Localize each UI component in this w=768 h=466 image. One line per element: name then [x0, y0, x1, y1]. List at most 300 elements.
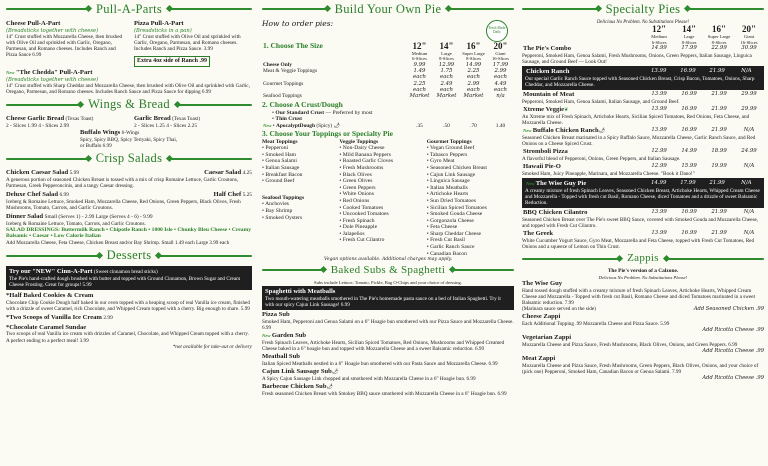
sub-header — [262, 383, 514, 391]
pie-name-cell — [522, 45, 644, 53]
deluxe-chef-salad: Deluxe Chef Salad 6.99 Half Chef 5.25 — [6, 190, 252, 198]
chedda-pull-a-part: New "The Chedda" Pull-A-Part (Breadsticks together with cheese) 14" Crust stuffed with Sharp Cheddar and Mozzarella Cheese, then brushed with Olive Oil and sprinkled with Garlic, Oregano, Parmesan, and Romano cheeses. Includes Ranch Sauce and Pizza Sauce for dipping 6.99 — [6, 69, 250, 96]
topping-item — [339, 178, 422, 185]
topping-label: Cooked Tomatoes — [342, 204, 384, 211]
sub-name: Garden Sub — [271, 332, 307, 340]
bullet-icon: • — [339, 197, 343, 204]
chili-pepper-icon: 🌶 — [598, 129, 606, 135]
pie-price: 13.99 — [651, 127, 667, 134]
subs-list — [262, 311, 514, 397]
sub-header — [262, 332, 514, 340]
bullet-icon: • — [339, 211, 343, 218]
pie-price: 29.99 — [741, 91, 757, 98]
specialty-pie — [522, 91, 764, 105]
pie-desc: Seasoned Chicken Breast over The Pie's sweet BBQ Sauce, covered with Smoked Gouda and Mozzarella Cheese, and topped with Fresh Cut Cilantro. — [522, 217, 759, 230]
topping-item — [339, 224, 422, 231]
topping-item — [427, 224, 514, 231]
bullet-icon: • — [426, 217, 431, 224]
bullet-icon: • — [339, 204, 343, 211]
two-scoops: *Two Scoops of Vanilla Ice Cream 2.99 — [6, 313, 113, 321]
fresh-badge-icon: Fresh Made Daily — [486, 20, 508, 42]
topping-item — [339, 191, 422, 198]
topping-item — [427, 205, 514, 212]
topping-label: Fresh Spinach — [342, 217, 375, 224]
pie-price-row — [522, 163, 764, 171]
bullet-icon: • — [262, 201, 266, 208]
bullet-icon: • — [339, 171, 343, 178]
specialty-pie — [522, 163, 764, 177]
topping-item — [262, 145, 335, 152]
zappi-name: The Wise Guy — [522, 280, 563, 288]
pie-price: 18.99 — [711, 148, 727, 155]
caramel-sundae: *Chocolate Caramel Sundae Two scoops of real Vanilla ice cream with drizzles of Caramel, Chocolate, and Whipped Cream topped with a cherry. A perfect ending to a perfect meal! 3.99 *not available for take-out or delivery — [6, 323, 252, 350]
bullet-icon: • — [426, 178, 431, 185]
pie-price: 12.99 — [651, 148, 667, 155]
pie-desc: Seasoned Chicken Breast marinated in a Spicy Buffalo Sauce, Mozzarella Cheese, Garlic Ranch Sauce, and Red Onions on a Cheese Spiced Crust. — [522, 135, 756, 148]
zappi-name: Vegetarian Zappi — [522, 334, 572, 342]
breads — [6, 115, 252, 129]
pie-price: 16.99 — [681, 106, 697, 113]
bullet-icon: • — [262, 145, 266, 152]
bullet-icon: • — [339, 230, 343, 237]
bullet-icon: • — [426, 184, 431, 191]
pie-price: 30.99 — [741, 45, 757, 52]
topping-label: Sun Dried Tomatoes — [430, 197, 476, 204]
topping-label: Sharp Cheddar Cheese — [430, 230, 482, 237]
pizza-pull-a-part: Pizza Pull-A-Part (Breadsticks in a pan) 14" Crust stuffed with Olive Oil and sprinkled with Garlic, Oregano, Parmesan, and Romano cheeses. Includes Ranch and Pizza Sauce. 3.99 Extra 4oz side of Ranch .99 — [134, 20, 252, 67]
topping-item — [339, 165, 422, 172]
zappi-extras — [522, 375, 764, 381]
step-3: 3. Choose Your Toppings or Specialty Pie — [262, 128, 393, 138]
pie-price: 15.99 — [681, 163, 697, 170]
pie-price: 17.99 — [681, 45, 697, 52]
pie-price: N/A — [741, 180, 752, 187]
zappi-extras — [522, 306, 764, 312]
pie-price: 13.99 — [651, 230, 667, 237]
pie-name: The Wise Guy Pie — [535, 180, 587, 188]
topping-label: Roasted Garlic Cloves — [342, 158, 394, 165]
zappi-item — [522, 280, 764, 312]
topping-label: Garlic Ranch Sauce — [430, 244, 475, 251]
topping-item — [339, 231, 422, 238]
pie-name: The Greek — [523, 230, 554, 238]
topping-item — [262, 165, 335, 172]
pie-price-row — [522, 230, 764, 238]
pie-price: 13.99 — [651, 106, 667, 113]
pie-desc: A flavorful blend of Pepperoni, Onions, Green Peppers, and Italian Sausage. — [522, 156, 681, 163]
bullet-icon: • — [426, 224, 431, 231]
topping-label: Green Olives — [342, 178, 373, 185]
pie-price-row — [522, 45, 764, 53]
bullet-icon: • — [426, 158, 431, 165]
topping-label: Feta Cheese — [430, 224, 458, 231]
chili-pepper-icon: 🌶 — [326, 385, 333, 390]
bullet-icon: • — [426, 237, 431, 244]
specialty-pie — [522, 45, 764, 65]
price-row: Meat & Veggie Toppings 1.49 each 1.75 each 2.25 each 2.99 each — [263, 67, 507, 81]
sub-item — [262, 368, 514, 382]
topping-label: Red Onions — [342, 197, 370, 204]
topping-label: Tabasco Peppers — [429, 151, 468, 158]
topping-label: Smoked Ham — [265, 151, 296, 158]
bullet-icon: • — [339, 191, 343, 198]
pull-a-parts-header — [6, 2, 252, 17]
pie-name-cell — [522, 209, 644, 217]
topping-item — [427, 178, 514, 185]
topping-item — [262, 215, 335, 222]
pie-desc: White Cucumber Yogurt Sauce, Gyro Meat, Mozzarella and Feta Cheese, topped with Fresh Cut Tomatoes, Red Onions and a squeeze of Lemon on Thin Crust. — [522, 238, 755, 251]
bullet-icon: • — [426, 164, 431, 171]
pie-desc: Pepperoni, Smoked Ham, Genoa Salami, Fresh Mushrooms, Onions, Green Peppers, Italian Sausage, Linguica Sausage, and Ground Beef — Look Out! — [522, 52, 752, 66]
pie-name-cell — [522, 230, 644, 238]
topping-item — [339, 211, 422, 218]
pie-price: 21.99 — [709, 68, 725, 75]
topping-item — [427, 165, 514, 172]
topping-label: Gyro Meat — [430, 158, 455, 165]
topping-item — [427, 185, 514, 192]
specialty-pie — [522, 178, 764, 208]
pie-name: Stromboli Pizza — [523, 148, 568, 156]
topping-label: Green Peppers — [342, 184, 376, 191]
desserts-header: Desserts — [6, 248, 252, 263]
topping-label: Italian Meatballs — [430, 184, 468, 191]
bullet-icon: • — [339, 178, 343, 185]
bullet-icon: • — [339, 145, 343, 152]
bullet-icon: • — [262, 207, 266, 214]
zappi-note: (Marinara sauce served on the side) — [522, 306, 596, 313]
pie-name-cell — [522, 127, 644, 135]
bullet-icon: • — [339, 158, 343, 165]
topping-item — [339, 158, 422, 165]
pie-price: 14.99 — [651, 45, 667, 52]
zappi-item — [522, 313, 764, 333]
left-column: Pull-A-Parts Cheese Pull-A-Part (Breadsticks together with cheese) 14" Crust stuffed with Mozzarella Cheese, then brushed with Olive Oil and sprinkled with Garlic, Oregano, Parmesan, and Romano cheeses. Includes Ranch and Pizza Sauce 6.99 Pizza Pull-A-Part (Breadsticks in a pan) 14" Crust stuffed with Olive Oil and sprinkled with Garlic, Oregano, Parmesan, and Romano cheeses. Includes Ranch and Pizza Sauce. 3.99 Extra 4oz side of Ranch .99 New "The Chedda" Pull-A-Part (Breadsticks together with cheese) 14" Crust stuffed with Sharp Cheddar and Mozzarella Cheese, then brushed with Olive Oil and sprinkled with Garlic, Oregano, Parmesan, and Romano cheeses. Includes Ranch Sauce and Pizza Sauce for dipping 6.99 Wings & Bread Cheese Garlic Bread (Texas Toast) 2 - Slices 1.99 4 - Slices 2.99 Garlic Bread (Texas Toast) 2 - Slices 1.25 4 - Slices 2.25 Buffalo Wings 6-Wings Spicy, Spicy BBQ, Spicy Teriyaki, Spicy Thai, or Buffalo 6.99 Crisp Salads Chicken Caesar Salad 5.99 Caesar Salad 4.25 A generous portion of seasoned Chicken Breast is tossed with a mix of crisp Romaine Lettuce, Garlic Croutons, Parmesan, Greek Pepperoncinis, and a tangy Caesar dressing. Deluxe Chef Salad 6.99 Half Chef 5.25 Iceberg & Romaine Lettuce, Smoked Ham, Mozzarella Cheese, Red Onions, Green Peppers, Black Olives, Fresh Mushrooms, Tomato, Carrots, and Garlic Croutons. Dinner Salad Small (Serves 1) - 2.99 Large (Serves 4 - 6) - 9.99 Iceberg & Romaine Lettuce, Tomato, Carrots, and Garlic Croutons. SALAD DRESSINGS: Buttermilk Ranch • Chipotle Ranch • 1000 Isle • Chunky Bleu Cheese • Creamy Balsamic • Caesar • Low Calorie Italian Add Mozzarella Cheese, Feta Cheese, Chicken Breast and/or Bay Shrimp. Small 1.49 each Large 3.99 each Desserts Try our "NEW" Cinn-A-Part (Sweet cinnamon bread sticks) The Pie's hand-crafted dough brushed with butter and topped with Ground Cinnamon, Brown Sugar and Cream Cheese Frosting. Great for groups! 5.99 *Half Baked Cookies & Cream Chocolate Chip Cookie Dough half baked in our oven topped with a heaping scoop of real Vanilla ice cream, finished with a drizzle of sweet Caramel, rich Chocolate, and Whipped Cream topped with a cherry. Big enough to share. 5.99 *Two Scoops of Vanilla Ice Cream 2.99 *Chocolate Caramel Sundae Two scoops of real Vanilla ice cream with drizzles of Caramel, Chocolate, and Whipped Cream topped with a cherry. A perfect ending to a perfect meal! 3.99 *not available for take-out or delivery — [6, 2, 252, 350]
sub-desc: Fresh seasoned Chicken Breast with Smokey BBQ sauce smothered with Mozzarella Cheese in a 6" Hoagie bun. 6.99 — [262, 390, 507, 397]
bullet-icon: • — [426, 211, 431, 218]
sub-header — [262, 311, 514, 319]
pie-price: 21.99 — [711, 127, 727, 134]
pie-name-cell — [522, 163, 644, 171]
pie-price: 21.99 — [711, 230, 727, 237]
price-row: Seafood Toppings Market Market Market n/a — [263, 93, 505, 100]
topping-item — [427, 244, 514, 251]
pie-name: Xtreme Veggie — [523, 106, 565, 114]
pie-price: N/A — [741, 68, 752, 75]
specialty-pie — [522, 209, 764, 229]
pie-price: 16.99 — [680, 68, 696, 75]
topping-item — [427, 145, 514, 152]
middle-column: Build Your Own Pie How to order pies: Fresh Made Daily 1. Choose The Size 12" Medium 6-Slices 14" Large 8-Slices 16" Super Large 8-Slices 20" Giant 16-Slices Cheese Only 9.99 12.99 14.99 17.99 Meat & Veggie Toppings 1.49 each 1.75 each 2.25 each 2.99 each Gourmet Toppings 2.25 each 2.49 each 2.99 each 4.49 each Seafood Toppings Market Market Market n/a 2. Choose A Crust/Dough • Our Standard Crust — Preferred by most • Thin Crust New • ApocalyptDough (Spicy) 🌶 .35 .50 .70 1.40 3. Choose Your Toppings or Specialty Pie Meat Toppings • Pepperoni • Smoked Ham • Genoa Salami • Italian Sausage • Breakfast Bacon • Ground Beef Seafood Toppings • Anchovies • Bay Shrimp • Smoked Oysters Veggie Toppings • Non-Dairy Cheese • Mild Banana Peppers • Roasted Garlic Cloves • Fresh Mushrooms • Black Olives • Green Olives • Green Peppers • White Onions • Red Onions • Cooked Tomatoes • Uncooked Tomatoes • Fresh Spinach • Dole Pineapple • Jalapeños • Fresh Cut Cilantro Gourmet Toppings • Vegan Ground Beef • Tabasco Peppers • Gyro Meat • Seasoned Chicken Breast • Cajun Link Sausage • Linguica Sausage • Italian Meatballs • Artichoke Hearts • Sun Dried Tomatoes • Sicilian Spiced Tomatoes • Smoked Gouda Cheese • Gorgonzola Cheese • Feta Cheese • Sharp Cheddar Cheese • Fresh Cut Basil • Garlic Ranch Sauce • Canadian Bacon Vegan options available. Additional charges may apply. Baked Subs & Spaghetti Subs include Lettuce, Tomato, Pickle, Bag O-Chips and your choice of dressing. Spaghetti with Meatballs Two mouth-watering meatballs smothered in The Pie's homemade pasta sauce on a bed of Italian Spaghetti. Try it with our spicy Cajun Link Sausage! 6.99 Pizza Sub Smoked Ham, Pepperoni and Genoa Salami on a 6" Hoagie bun smothered with our Pizza Sauce and Mozzarella Cheese. 6.99 New Garden Sub Fresh Spinach Leaves, Artichoke Hearts, Sicilian Spiced Tomatoes, Red Onions, Mushrooms and Whipped Creamed Cheese baked in a 6" hoagie bun and topped with Mozzarella Cheese and a sweet Balsamic reduction. 6.99 Meatball Sub Italian Spiced Meatballs nestled in a 6" Hoagie bun smothered with our Pasta Sauce and Mozzarella Cheese. 6.99 Cajun Link Sausage Sub🌶 A Spicy Cajun Sausage Link chopped and smothered with Mozzarella Cheese in a 6" Hoagie bun. 6.99 Barbecue Chicken Sub🌶 Fresh seasoned Chicken Breast with Smokey BBQ sauce smothered with Mozzarella Cheese in a 6" Hoagie bun. 6.99 — [262, 2, 514, 397]
baked-subs-header: Baked Subs & Spaghetti — [262, 264, 514, 277]
bullet-icon: • — [339, 151, 343, 158]
sub-item — [262, 353, 514, 367]
sub-desc: Smoked Ham, Pepperoni and Genoa Salami on a 6" Hoagie bun smothered with our Pizza Sauce and Mozzarella Cheese. 6.99 — [262, 318, 514, 331]
pie-price: N/A — [743, 127, 755, 134]
bullet-icon: • — [426, 230, 431, 237]
pie-price: 24.99 — [741, 148, 757, 155]
topping-item — [427, 152, 514, 159]
buffalo-wings: Buffalo Wings 6-Wings Spicy, Spicy BBQ, Spicy Teriyaki, Spicy Thai, or Buffalo 6.99 — [80, 129, 178, 150]
pie-price-row — [522, 209, 764, 217]
specialty-header: Specialty Pies — [522, 2, 764, 17]
topping-label: Genoa Salami — [265, 158, 297, 165]
pie-price: 21.99 — [711, 209, 727, 216]
zappis-header: Zappis — [522, 252, 764, 265]
pull-a-parts-list — [6, 20, 252, 67]
pie-name-cell — [522, 106, 644, 114]
specialty-pies-list — [522, 45, 764, 250]
bullet-icon: • — [262, 178, 266, 185]
specialty-pie — [522, 230, 764, 250]
topping-label: Sicilian Spiced Tomatoes — [430, 204, 487, 211]
meat-toppings-list — [262, 145, 335, 185]
pie-name: The Pie's Combo — [523, 45, 571, 53]
chili-pepper-icon: 🌶 — [333, 123, 340, 129]
bullet-icon: • — [339, 224, 343, 231]
bullet-icon: • — [262, 164, 266, 171]
bullet-icon: • — [339, 164, 343, 171]
new-label: New — [262, 333, 271, 339]
topping-label: Dole Pineapple — [342, 224, 378, 231]
bullet-icon: • — [426, 151, 430, 158]
sub-header — [262, 353, 514, 361]
pie-name: Hawaii Pie-O — [523, 163, 561, 171]
cookies-cream: *Half Baked Cookies & Cream Chocolate Chip Cookie Dough half baked in our oven topped with a heaping scoop of real Vanilla ice cream, finished with a drizzle of sweet Caramel, rich Chocolate, and Whipped Cream topped with a cherry. Big enough to share. 5.99 — [6, 291, 250, 312]
topping-item — [339, 237, 422, 244]
vegan-note: Vegan options available. Additional charges may apply. — [323, 257, 453, 263]
bullet-icon: • — [339, 217, 343, 224]
pie-price: N/A — [743, 163, 755, 170]
sub-name: Meatball Sub — [262, 353, 300, 361]
topping-item — [339, 185, 422, 192]
crust-options: • Our Standard Crust — Preferred by most • Thin Crust — [272, 109, 373, 123]
zappi-addon: Add Seasoned Chicken .99 — [693, 306, 764, 313]
topping-item — [339, 218, 422, 225]
topping-item — [262, 178, 335, 185]
chicken-caesar-salad: Chicken Caesar Salad 5.99 Caesar Salad 4.25 — [6, 168, 252, 176]
pie-price: 14.99 — [650, 180, 667, 187]
topping-item — [339, 145, 422, 152]
zappi-extras — [522, 327, 764, 333]
zappi-desc: Mozzarella Cheese and Pizza Sauce, Fresh Mushrooms, Green Peppers, Black Olives, Onions, and your choice of (pick one) Pepperoni, Smoked Ham, Canadian Bacon or Genoa Salami. 7.99 — [522, 363, 759, 376]
pie-price-row — [525, 68, 761, 76]
cheese-garlic-bread: Cheese Garlic Bread (Texas Toast) 2 - Slices 1.99 4 - Slices 2.99 — [6, 114, 94, 129]
sub-item — [262, 332, 514, 352]
topping-item — [262, 152, 335, 159]
zappi-item — [522, 355, 764, 381]
zappi-name: Meat Zappi — [522, 355, 556, 363]
pie-price: 14.99 — [681, 148, 697, 155]
spicy-crust-row: New • ApocalyptDough (Spicy) 🌶 .35 .50 .70 1.40 — [263, 122, 506, 129]
zappi-extras — [522, 348, 764, 354]
pie-desc: Our special Garlic Ranch Sauce topped with Seasoned Chicken Breast, Crisp Bacon, Tomatoes, Onions, Sharp Cheddar, and Mozzarella Cheese. — [525, 76, 755, 89]
step-2: 2. Choose A Crust/Dough — [262, 99, 343, 109]
bullet-icon: • — [426, 204, 431, 211]
price-row: Cheese Only 9.99 12.99 14.99 17.99 — [263, 61, 509, 68]
wings-bread-header: Wings & Bread — [6, 97, 252, 112]
topping-item — [339, 152, 422, 159]
pie-name: Mountain of Meat — [523, 91, 575, 99]
bullet-icon: • — [262, 214, 266, 221]
topping-label: Black Olives — [342, 171, 372, 178]
bullet-icon: • — [426, 191, 430, 198]
zappi-addon: Add Ricotta Cheese .99 — [702, 375, 764, 382]
pie-price: N/A — [743, 209, 755, 216]
cinn-a-part-promo: Try our "NEW" Cinn-A-Part (Sweet cinnamon bread sticks) The Pie's hand-crafted dough brushed with butter and topped with Ground Cinnamon, Brown Sugar and Cream Cheese Frosting. Great for groups! 5.99 — [6, 266, 252, 290]
how-to-order: How to order pies: — [262, 18, 334, 28]
pie-desc: An Xtreme mix of Fresh Spinach, Artichoke Hearts, Sicilian Spiced Tomatoes, Red Onions, Feta Cheese, and Mozzarella Cheese. — [522, 114, 750, 127]
gourmet-toppings-list — [427, 145, 514, 257]
topping-item — [427, 237, 514, 244]
topping-label: Fresh Mushrooms — [342, 164, 384, 171]
pie-name: Chicken Ranch — [526, 68, 570, 76]
topping-label: Non-Dairy Cheese — [342, 145, 385, 152]
cheese-pull-a-part: Cheese Pull-A-Part (Breadsticks together with cheese) 14" Crust stuffed with Mozzarella Cheese, then brushed with Olive Oil and sprinkled with Garlic, Oregano, Parmesan, and Romano cheeses. Includes Ranch and Pizza Sauce 6.99 — [6, 19, 123, 59]
topping-label: Cajun Link Sausage — [430, 171, 476, 178]
new-label: New — [523, 128, 532, 134]
zappi-desc: Mozzarella Cheese and Pizza Sauce, Fresh Mushrooms, Black Olives, Onions, and Green Peppers. 6.99 — [522, 342, 738, 349]
pie-price: 12.99 — [651, 163, 667, 170]
salad-dressings: SALAD DRESSINGS: Buttermilk Ranch • Chipotle Ranch • 1000 Isle • Chunky Bleu Cheese • Creamy Balsamic • Caesar • Low Calorie Italian — [6, 226, 252, 240]
pie-price: 29.99 — [741, 106, 757, 113]
topping-item — [339, 205, 422, 212]
topping-label: Breakfast Bacon — [265, 171, 303, 178]
pie-price: 13.99 — [650, 68, 667, 75]
topping-item — [262, 158, 335, 165]
topping-item — [262, 201, 335, 208]
topping-label: Smoked Oysters — [265, 214, 303, 221]
specialty-pie — [522, 106, 764, 126]
topping-label: Linguica Sausage — [430, 178, 470, 185]
topping-item — [262, 208, 335, 215]
crisp-salads-header: Crisp Salads — [6, 151, 252, 166]
pie-price: 17.99 — [680, 180, 696, 187]
specialty-pie — [522, 148, 764, 162]
bullet-icon: • — [339, 237, 343, 244]
sub-item — [262, 383, 514, 397]
sub-desc: Fresh Spinach Leaves, Artichoke Hearts, Sicilian Spiced Tomatoes, Red Onions, Mushrooms and Whipped Creamed Cheese baked in a 6" hoagie bun and topped with Mozzarella Cheese and a sweet Balsamic reduction. 6.99 — [262, 339, 505, 352]
sub-desc: Italian Spiced Meatballs nestled in a 6" Hoagie bun smothered with our Pasta Sauce and Mozzarella Cheese. 6.99 — [262, 360, 498, 367]
topping-label: Fresh Cut Basil — [430, 237, 465, 244]
topping-item — [427, 218, 514, 225]
new-label: New — [526, 181, 535, 187]
topping-label: Pepperoni — [265, 145, 289, 152]
leaf-icon: ❦ — [564, 108, 569, 114]
pie-price: 16.99 — [681, 91, 697, 98]
zappi-item — [522, 334, 764, 354]
bullet-icon: • — [262, 158, 266, 165]
bullet-icon: • — [426, 250, 431, 257]
pie-price: 16.99 — [681, 209, 697, 216]
topping-item — [339, 172, 422, 179]
topping-label: Ground Beef — [265, 178, 295, 185]
pie-name-cell — [525, 68, 644, 76]
topping-label: Artichoke Hearts — [429, 191, 469, 198]
pie-price: N/A — [743, 230, 755, 237]
bullet-icon: • — [426, 197, 431, 204]
sub-header — [262, 368, 514, 376]
pie-name-cell — [522, 91, 644, 99]
garlic-bread: Garlic Bread (Texas Toast) 2 - Slices 1.25 4 - Slices 2.25 — [134, 114, 200, 129]
topping-label: Jalapeños — [342, 230, 365, 237]
topping-label: Fresh Cut Cilantro — [342, 237, 385, 244]
pie-price: 21.99 — [709, 180, 725, 187]
section-title: Pull-A-Parts — [95, 2, 163, 16]
toppings-grid: Meat Toppings • Pepperoni • Smoked Ham • Genoa Salami • Italian Sausage • Breakfast Bacon • Ground Beef Seafood Toppings • Anchovies • Bay Shrimp • Smoked Oysters Veggie Toppings • Non-Dairy Cheese • Mild Banana Peppers • Roasted Garlic Cloves • Fresh Mushrooms • Black Olives • Green Olives • Green Peppers • White Onions • Red Onions • Cooked Tomatoes • Uncooked Tomatoes • Fresh Spinach • Dole Pineapple • Jalapeños • Fresh Cut Cilantro Gourmet Toppings • Vegan Ground Beef • Tabasco Peppers • Gyro Meat • Seasoned Chicken Breast • Cajun Link Sausage • Linguica Sausage • Italian Meatballs • Artichoke Hearts • Sun Dried Tomatoes • Sicilian Spiced Tomatoes • Smoked Gouda Cheese • Gorgonzola Cheese • Feta Cheese • Sharp Cheddar Cheese • Fresh Cut Basil • Garlic Ranch Sauce • Canadian Bacon — [262, 139, 514, 258]
pie-desc: Pepperoni, Smoked Ham, Genoa Salami, Italian Sausage, and Ground Beef. — [522, 99, 680, 106]
pie-price: 13.99 — [651, 209, 667, 216]
sub-desc: A Spicy Cajun Sausage Link chopped and smothered with Mozzarella Cheese in a 6" Hoagie bun. 6.99 — [262, 375, 476, 382]
build-your-own-header: Build Your Own Pie — [262, 2, 514, 17]
seafood-toppings-list — [262, 201, 335, 221]
bullet-icon: • — [262, 151, 266, 158]
pie-price: 22.99 — [711, 45, 727, 52]
pie-price-row — [522, 106, 764, 114]
topping-label: Italian Sausage — [265, 164, 300, 171]
pie-price: 16.99 — [681, 230, 697, 237]
pie-price: 21.99 — [711, 106, 727, 113]
specialty-size-header: 12" Medium 6-Slices 14" Large 8-Slices 16" Super Large 8-Slices 20" Giant 16-Slices — [651, 24, 758, 45]
bullet-icon: • — [426, 171, 431, 178]
pie-price-row — [525, 180, 761, 188]
pie-price: 19.99 — [711, 163, 727, 170]
pie-price: 16.99 — [681, 127, 697, 134]
extra-ranch-box: Extra 4oz side of Ranch .99 — [134, 56, 210, 67]
topping-item — [427, 211, 514, 218]
price-row: Gourmet Toppings 2.25 each 2.49 each 2.99 each 4.49 each — [263, 80, 507, 94]
sub-name: Barbecue Chicken Sub — [262, 383, 327, 390]
topping-item — [427, 158, 514, 165]
zappi-addon: Add Ricotta Cheese .99 — [702, 327, 764, 334]
topping-label: Vegan Ground Beef — [429, 145, 475, 152]
dinner-salad: Dinner Salad Small (Serves 1) - 2.99 Large (Serves 4 - 6) - 9.99 — [6, 212, 153, 220]
bullet-icon: • — [426, 244, 431, 251]
topping-item — [427, 172, 514, 179]
zappi-desc: Each Additional Topping .99 Mozzarella Cheese and Pizza Sauce. 5.99 — [522, 321, 670, 328]
pie-desc: Smoked Ham, Juicy Pineapple, Marinara, and Mozzarella Cheese. "Book it Dano!" — [522, 171, 695, 178]
pie-desc: A creamy mixture of fresh Spinach Leaves, Seasoned Chicken Breast, Artichoke Hearts, Whipped Cream Cheese and Mozzarella - Topped with fresh cut Basil, Romano Cheese, diced Tomatoes and a drizzle of sweet Balsamic Reduction. — [525, 187, 760, 207]
specialty-pie — [522, 66, 764, 90]
sub-name: Pizza Sub — [262, 311, 290, 319]
topping-label: Mild Banana Peppers — [342, 151, 391, 158]
topping-item — [427, 191, 514, 198]
topping-item — [427, 231, 514, 238]
topping-label: Gorgonzola Cheese — [430, 217, 474, 224]
topping-label: Seasoned Chicken Breast — [430, 164, 487, 171]
right-column: Specialty Pies Delicious No Problem. No Substitutions Please! 12" Medium 6-Slices 14" Large 8-Slices 16" Super Large 8-Slices 20" Giant 16-Slices The Pie's Combo 14.99 17.99 22.99 30.99 Pepperoni, Smoked Ham, Genoa Salami, Fresh Mushrooms, Onions, Green Peppers, Italian Sausage, Linguica Sausage, and Ground Beef — Look Out! Chicken Ranch 13.99 16.99 21.99 N/A Our special Garlic Ranch Sauce topped with Seasoned Chicken Breast, Crisp Bacon, Tomatoes, Onions, Sharp Cheddar, and Mozzarella Cheese. Mountain of Meat 13.99 16.99 21.99 29.99 Pepperoni, Smoked Ham, Genoa Salami, Italian Sausage, and Ground Beef. Xtreme Veggie❦ 13.99 16.99 21.99 29.99 An Xtreme mix of Fresh Spinach, Artichoke Hearts, Sicilian Spiced Tomatoes, Red Onions, Feta Cheese, and Mozzarella Cheese. New Buffalo Chicken Ranch🌶 13.99 16.99 21.99 N/A Seasoned Chicken Breast marinated in a Spicy Buffalo Sauce, Mozzarella Cheese, Garlic Ranch Sauce, and Red Onions on a Cheese Spiced Crust. Stromboli Pizza 12.99 14.99 18.99 24.99 A flavorful blend of Pepperoni, Onions, Green Peppers, and Italian Sausage. Hawaii Pie-O 12.99 15.99 19.99 N/A Smoked Ham, Juicy Pineapple, Marinara, and Mozzarella Cheese. "Book it Dano!" New The Wise Guy Pie 14.99 17.99 21.99 N/A A creamy mixture of fresh Spinach Leaves, Seasoned Chicken Breast, Artichoke Hearts, Whipped Cream Cheese and Mozzarella - Topped with fresh cut Basil, Romano Cheese, diced Tomatoes and a drizzle of sweet Balsamic Reduction. BBQ Chicken Cilantro 13.99 16.99 21.99 N/A Seasoned Chicken Breast over The Pie's sweet BBQ Sauce, covered with Smoked Gouda and Mozzarella Cheese, and topped with Fresh Cut Cilantro. The Greek 13.99 16.99 21.99 N/A White Cucumber Yogurt Sauce, Gyro Meat, Mozzarella and Feta Cheese, topped with Fresh Cut Tomatoes, Red Onions and a squeeze of Lemon on Thin Crust. Zappis The Pie's version of a Calzone. Delicious No Problem. No Substitutions Please! The Wise Guy Hand tossed dough stuffed with a creamy mixture of fresh Spinach Leaves, Artichoke Hearts, Whipped Cream Cheese and Mozzarella - Topped with fresh cut Basil, Romano Cheese and diced Tomatoes marinated in a sweet Balsamic reduction. 7.99 (Marinara sauce served on the side) Add Seasoned Chicken .99 Cheese Zappi Each Additional Topping .99 Mozzarella Cheese and Pizza Sauce. 5.99 Add Ricotta Cheese .99 Vegetarian Zappi Mozzarella Cheese and Pizza Sauce, Fresh Mushrooms, Black Olives, Onions, and Green Peppers. 6.99 Add Ricotta Cheese .99 Meat Zappi Mozzarella Cheese and Pizza Sauce, Fresh Mushrooms, Green Peppers, Black Olives, Onions, and your choice of (pick one) Pepperoni, Smoked Ham, Canadian Bacon or Genoa Salami. 7.99 Add Ricotta Cheese .99 — [522, 2, 764, 382]
zappi-desc: Hand tossed dough stuffed with a creamy mixture of fresh Spinach Leaves, Artichoke Hearts, Whipped Cream Cheese and Mozzarella - Topped with fresh cut Basil, Romano Cheese and diced Tomatoes marinated in a sweet Balsamic reduction. 7.99 — [522, 287, 756, 307]
sub-name: Cajun Link Sausage Sub — [262, 367, 332, 375]
pie-name-cell — [525, 180, 644, 188]
specialty-pie — [522, 127, 764, 147]
pie-price: 21.99 — [711, 91, 727, 98]
topping-label: Smoked Gouda Cheese — [430, 211, 483, 218]
bullet-icon: • — [339, 184, 343, 191]
pie-price-row — [522, 127, 764, 135]
pie-name: Buffalo Chicken Ranch — [532, 127, 599, 135]
topping-item — [427, 198, 514, 205]
topping-label: Bay Shrimp — [265, 207, 293, 214]
pie-price-row — [522, 91, 764, 99]
bullet-icon: • — [426, 145, 430, 152]
topping-label: Uncooked Tomatoes — [342, 211, 389, 218]
sub-item — [262, 311, 514, 331]
veggie-toppings-list — [339, 145, 422, 244]
topping-label: White Onions — [342, 191, 374, 198]
spaghetti-promo: Spaghetti with Meatballs Two mouth-watering meatballs smothered in The Pie's homemade pasta sauce on a bed of Italian Spaghetti. Try it with our spicy Cajun Link Sausage! 6.99 — [262, 286, 514, 310]
topping-item — [339, 198, 422, 205]
zappi-addon: Add Ricotta Cheese .99 — [702, 348, 764, 355]
